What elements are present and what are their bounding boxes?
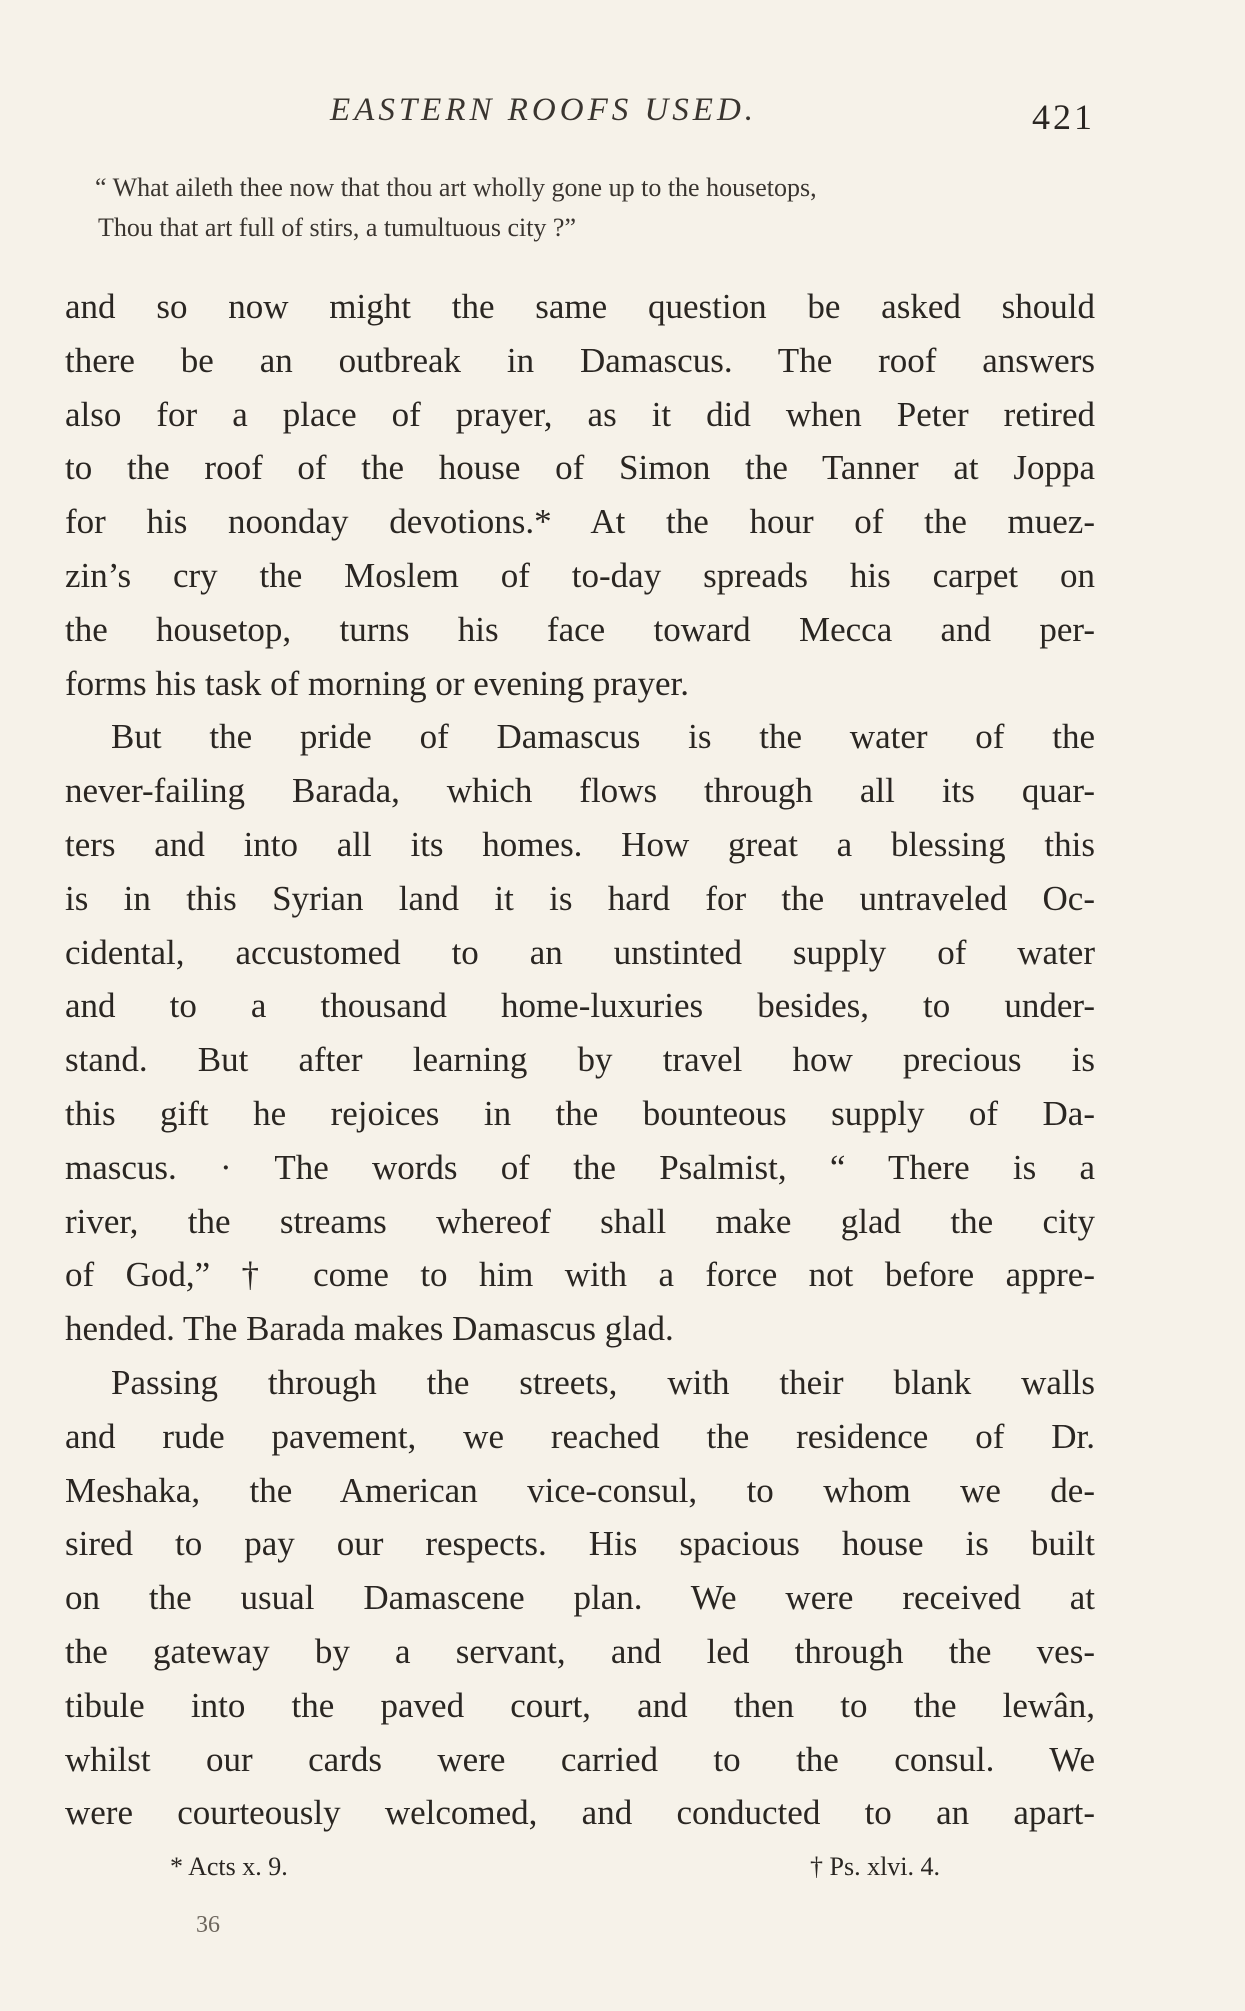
epigraph-line: Thou that art full of stirs, a tumultuous city ?” [98,213,577,242]
epigraph-line: “ What aileth thee now that thou art wholly gone up to the housetops, [95,173,817,202]
body-line: the housetop, turns his face toward Mecca and per- [65,609,1095,649]
body-line: sired to pay our respects. His spacious house is built [65,1524,1095,1564]
body-line: ters and into all its homes. How great a blessing this [65,824,1095,864]
body-line: Meshaka, the American vice-consul, to whom we de- [65,1470,1095,1510]
body-line: there be an outbreak in Damascus. The roof answers [65,340,1095,380]
running-head: EASTERN ROOFS USED. [330,92,758,128]
body-line: for his noonday devotions.* At the hour of the muez- [65,502,1095,542]
body-line: whilst our cards were carried to the consul. We [65,1739,1095,1779]
body-line: zin’s cry the Moslem of to-day spreads his carpet on [65,555,1095,595]
body-line: Passing through the streets, with their blank walls [111,1362,1095,1402]
body-line: cidental, accustomed to an unstinted supply of water [65,932,1095,972]
epigraph-quote [95,168,1115,248]
body-line: on the usual Damascene plan. We were received at [65,1578,1095,1618]
body-line: But the pride of Damascus is the water of the [111,717,1095,757]
body-line: the gateway by a servant, and led through the ves- [65,1631,1095,1671]
body-line: stand. But after learning by travel how precious is [65,1040,1095,1080]
body-line: tibule into the paved court, and then to the lewân, [65,1685,1095,1725]
body-line: this gift he rejoices in the bounteous supply of Da- [65,1093,1095,1133]
body-line: forms his task of morning or evening prayer. [65,663,690,703]
page-number: 421 [1032,97,1095,137]
body-line: never-failing Barada, which flows through all its quar- [65,771,1095,811]
body-line: river, the streams whereof shall make glad the city [65,1201,1095,1241]
signature-mark: 36 [196,1912,220,1938]
body-line: and so now might the same question be asked should [65,287,1095,326]
body-line: hended. The Barada makes Damascus glad. [65,1309,674,1349]
body-text [65,280,1095,1840]
body-line: and to a thousand home-luxuries besides, to under- [65,986,1095,1026]
body-line: were courteously welcomed, and conducted to an apart- [65,1793,1095,1833]
body-line: also for a place of prayer, as it did when Peter retired [65,394,1095,434]
body-line: and rude pavement, we reached the residence of Dr. [65,1416,1095,1456]
body-line: of God,” † come to him with a force not before appre- [65,1255,1095,1295]
footnote-psalms: † Ps. xlvi. 4. [810,1852,941,1881]
body-line: is in this Syrian land it is hard for the untraveled Oc- [65,878,1095,918]
body-line: to the roof of the house of Simon the Tanner at Joppa [65,448,1095,488]
body-line: mascus. · The words of the Psalmist, “ There is a [65,1147,1095,1187]
footnote-acts: * Acts x. 9. [170,1852,288,1881]
